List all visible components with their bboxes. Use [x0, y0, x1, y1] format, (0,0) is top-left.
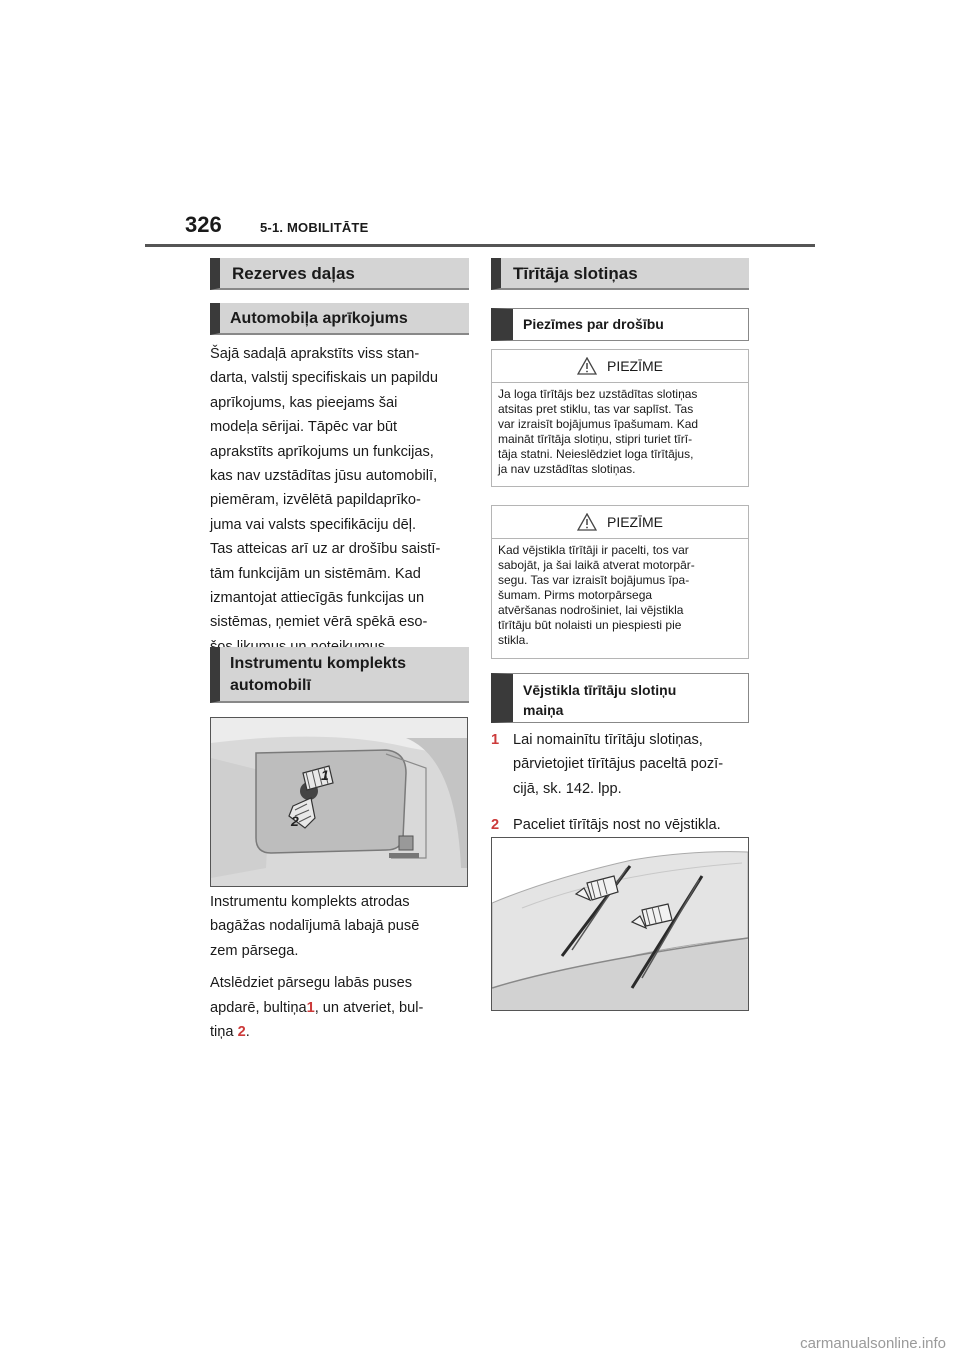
heading-vehicle-equipment-text: Automobiļa aprīkojums	[230, 310, 408, 327]
heading-safety-notes-text: Piezīmes par drošību	[523, 316, 664, 332]
step-line: pārvietojiet tīrītājus paceltā pozī-	[513, 756, 724, 773]
step-number: 1	[491, 732, 500, 748]
note-line: tīrītāju būt nolaisti un piespiesti pie	[498, 618, 682, 632]
note-title: PIEZĪME	[606, 514, 663, 530]
caption-line: Instrumentu komplekts atrodas	[210, 894, 410, 910]
windshield-figure	[491, 837, 749, 1011]
note-line: segu. Tas var izraisīt bojājumus īpa-	[498, 573, 690, 587]
paragraph-line: sistēmas, ņemiet vērā spēkā eso-	[210, 614, 428, 631]
equipment-paragraph	[210, 342, 472, 659]
heading-safety-notes	[491, 308, 749, 341]
note-line: atvēršanas nodrošiniet, lai vējstikla	[498, 603, 684, 617]
step-text	[513, 728, 723, 801]
heading-toolkit-line2: automobilī	[230, 677, 311, 694]
note-line: Kad vējstikla tīrītāji ir pacelti, tos var	[498, 543, 689, 557]
watermark: carmanualsonline.info	[800, 1335, 946, 1352]
paragraph-line: tām funkcijām un sistēmām. Kad	[210, 565, 421, 582]
note-body	[492, 539, 748, 654]
note-box-hood-damage	[491, 505, 749, 659]
paragraph-line: aprakstīts aprīkojums un funkcijas,	[210, 443, 434, 460]
heading-spare-parts	[210, 258, 469, 290]
caption-line: bagāžas nodalījumā labajā pusē	[210, 918, 420, 935]
heading-replace-wipers-line1: Vējstikla tīrītāju slotiņu	[523, 682, 677, 698]
caption-text-fragment: .	[245, 1024, 250, 1041]
paragraph-line: kas nav uzstādītas jūsu automobilī,	[210, 468, 438, 485]
caption-text-fragment: tiņa	[210, 1024, 238, 1041]
replacement-steps	[491, 728, 761, 850]
page-number: 326	[185, 212, 222, 237]
caption-text-fragment: , un atveriet, bul-	[314, 999, 424, 1016]
heading-replace-wipers	[491, 673, 749, 723]
trunk-illustration	[211, 718, 467, 886]
note-line: šumam. Pirms motorpārsega	[498, 588, 653, 602]
heading-wiper-blades	[491, 258, 749, 290]
note-line: Ja loga tīrītājs bez uzstādītas slotiņas	[498, 387, 698, 401]
caption-paragraph-instructions	[210, 971, 472, 1044]
note-header	[492, 350, 748, 383]
note-box-wiper-break	[491, 349, 749, 487]
step-item	[491, 728, 761, 801]
note-line: maināt tīrītāja slotiņu, stipri turiet tīrī-	[498, 432, 693, 446]
heading-toolkit	[210, 647, 469, 703]
step-line: cijā, sk. 142. lpp.	[513, 780, 622, 797]
note-title: PIEZĪME	[606, 358, 663, 374]
figure-label-1: 1	[321, 767, 329, 783]
paragraph-line: izmantojat attiecīgās funkcijas un	[210, 590, 425, 607]
step-item	[491, 813, 761, 837]
header-divider	[145, 244, 815, 247]
note-line: atsitas pret stiklu, tas var saplīst. Tas	[498, 402, 694, 416]
toolkit-caption	[210, 890, 472, 1052]
note-line: stikla.	[498, 633, 529, 647]
warning-icon	[577, 357, 597, 375]
arrow-reference-1: 1	[306, 999, 315, 1016]
note-body	[492, 383, 748, 483]
paragraph-line: piemēram, izvēlētā papildaprīko-	[210, 492, 421, 509]
note-line: ja nav uzstādītas slotiņas.	[498, 462, 636, 476]
figure-label-2: 2	[291, 813, 299, 829]
note-line: sabojāt, ja šai laikā atverat motorpār-	[498, 558, 695, 572]
heading-replace-wipers-line2: maiņa	[523, 702, 564, 718]
step-line: Paceliet tīrītājs nost no vējstikla.	[513, 817, 721, 834]
heading-toolkit-line1: Instrumentu komplekts	[230, 655, 407, 672]
heading-wiper-blades-text: Tīrītāja slotiņas	[513, 264, 638, 283]
note-line: tāja statni. Neieslēdziet loga tīrītājus,	[498, 447, 694, 461]
heading-spare-parts-text: Rezerves daļas	[232, 264, 355, 283]
note-header	[492, 506, 748, 539]
step-line: Lai nomainītu tīrītāju slotiņas,	[513, 732, 703, 748]
trunk-figure	[210, 717, 468, 887]
section-title: 5-1. MOBILITĀTE	[260, 220, 369, 235]
caption-paragraph-location	[210, 890, 472, 963]
arrow-reference-2: 2	[237, 1024, 246, 1041]
paragraph-line: juma vai valsts specifikāciju dēļ.	[210, 516, 417, 533]
caption-line: zem pārsega.	[210, 942, 299, 959]
caption-text-fragment: apdarē, bultiņa	[210, 999, 307, 1016]
paragraph-line: modeļa sērijai. Tāpēc var būt	[210, 419, 398, 436]
paragraph-line: aprīkojums, kas pieejams šai	[210, 394, 398, 411]
paragraph-line: Šajā sadaļā aprakstīts viss stan-	[210, 346, 420, 362]
windshield-illustration	[492, 838, 748, 1010]
note-line: var izraisīt bojājumus īpašumam. Kad	[498, 417, 699, 431]
heading-vehicle-equipment	[210, 303, 469, 335]
caption-line: Atslēdziet pārsegu labās puses	[210, 975, 413, 992]
step-number: 2	[491, 817, 500, 834]
step-text	[513, 813, 721, 837]
paragraph-line: Tas atteicas arī uz ar drošību saistī-	[210, 541, 441, 558]
paragraph-line: darta, valstij specifiskais un papildu	[210, 370, 438, 387]
warning-icon	[577, 513, 597, 531]
